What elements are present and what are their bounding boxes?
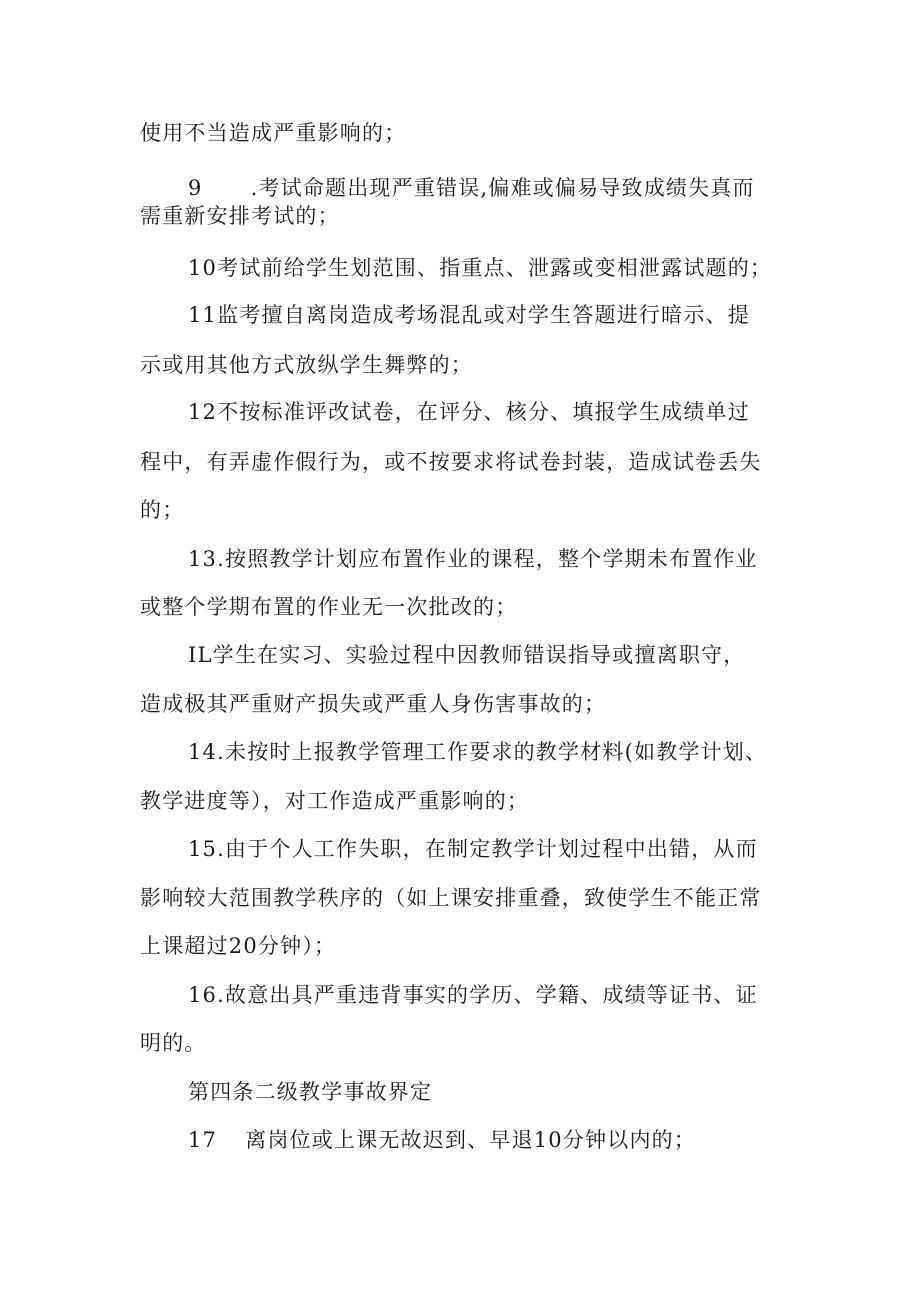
text-line: 造成极其严重财产损失或严重人身伤害事故的； <box>140 692 607 716</box>
item-13: 13.按照教学计划应布置作业的课程，整个学期未布置作业 <box>188 547 758 571</box>
text-line: 示或用其他方式放纵学生舞弊的； <box>140 353 473 377</box>
text-line: 教学进度等），对工作造成严重影响的； <box>140 789 530 813</box>
text-line: 或整个学期布置的作业无一次批改的； <box>140 595 518 619</box>
section-heading: 第四条二级教学事故界定 <box>188 1080 433 1104</box>
text-line: 上课超过20分钟）； <box>140 934 337 958</box>
text-line: 需重新安排考试的； <box>140 204 340 228</box>
item-16: 16.故意出具严重违背事实的学历、学籍、成绩等证书、证 <box>188 983 758 1007</box>
text-line: 影响较大范围教学秩序的（如上课安排重叠，致使学生不能正常 <box>140 886 762 910</box>
item-15: 15.由于个人工作失职，在制定教学计划过程中出错，从而 <box>188 837 758 861</box>
item-number: 17 <box>188 1128 218 1152</box>
text-line: 明的。 <box>140 1031 207 1055</box>
item-il: IL学生在实习、实验过程中因教师错误指导或擅离职守， <box>188 643 746 667</box>
item-9 <box>188 174 755 202</box>
text-line: 程中，有弄虚作假行为，或不按要求将试卷封装，造成试卷丢失 <box>140 450 762 474</box>
item-text: 离岗位或上课无故迟到、早退10分钟以内的； <box>245 1128 697 1152</box>
item-11: 11监考擅自离岗造成考场混乱或对学生答题进行暗示、提 <box>188 303 750 327</box>
item-10: 10考试前给学生划范围、指重点、泄露或变相泄露试题的； <box>188 256 773 280</box>
text-line: 使用不当造成严重影响的； <box>140 121 407 145</box>
item-17 <box>188 1126 696 1154</box>
item-12: 12不按标准评改试卷，在评分、核分、填报学生成绩单过 <box>188 400 750 424</box>
item-text: .考试命题出现严重错误,偏难或偏易导致成绩失真而 <box>250 176 755 200</box>
text-line: 的； <box>140 498 185 522</box>
item-14: 14.未按时上报教学管理工作要求的教学材料(如教学计划、 <box>188 740 768 764</box>
item-number: 9 <box>188 176 203 200</box>
